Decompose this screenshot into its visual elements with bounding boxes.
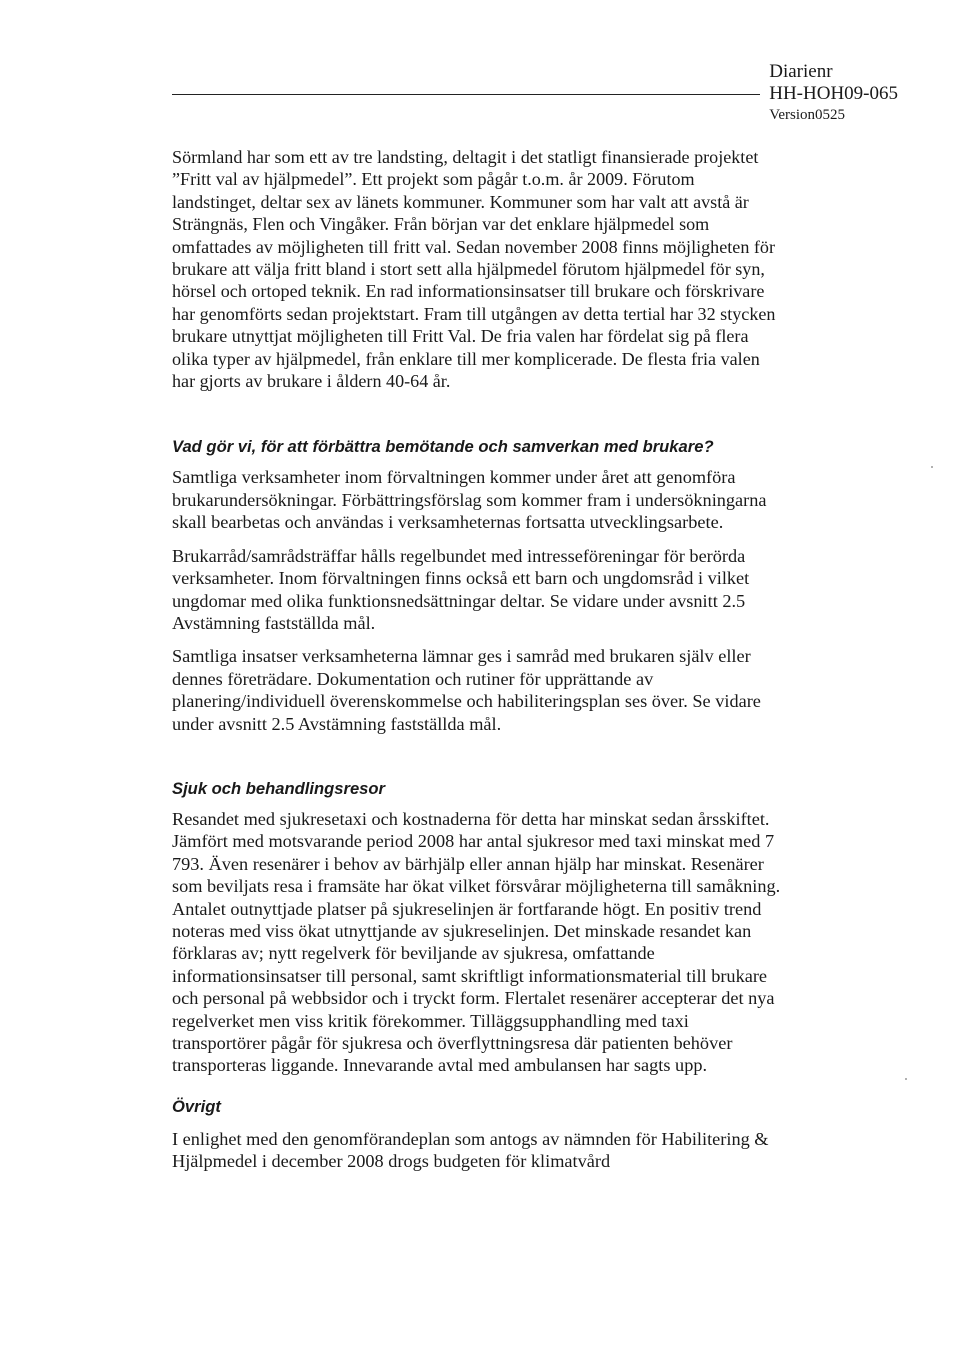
bemotande-paragraph: Samtliga verksamheter inom förvaltningen kommer under året att genomföra brukarundersökningar. Förbättringsförslag som kommer fram i undersökningarna skall bearbetas och användas i verksamheternas fortsatta utvecklingsarbete. <box>172 467 767 533</box>
section-heading-bemotande: Vad gör vi, för att förbättra bemötande och samverkan med brukare? <box>172 437 714 457</box>
bemotande-paragraph: Brukarråd/samrådsträffar hålls regelbundet med intresseföreningar för berörda verksamheter. Inom förvaltningen finns också ett barn och ungdomsråd i vilket ungdomar med olika funktionsnedsättningar deltar. Se vidare under avsnitt 2.5 Avstämning fastställda mål. <box>172 545 750 633</box>
ovrigt-paragraph: I enlighet med den genomförandeplan som antogs av nämnden för Habilitering & Hjälpmedel i december 2008 drogs budgeten för klimatvård <box>172 1128 769 1172</box>
sjukresor-paragraph: Resandet med sjukresetaxi och kostnaderna för detta har minskat sedan årsskiftet. Jämfört med motsvarande period 2008 har antal sjukresor med taxi minskat med 7 793. Även resenärer i behov av bärhjälp eller annan hjälp har minskat. Resenärer som beviljats resa i framsäte har ökat vilket försvårar möjligheterna till samåkning. Antalet outnyttjade platser på sjukreselinjen är fortfarande högt. En positiv trend noteras med viss ökat utnyttjande av sjukreselinjen. Det minskade resandet kan förklaras av; nytt regelverk för beviljande av sjukresa, omfattande informationsinsatser till personal, samt skriftligt informationsmaterial till brukare och personal på webbsidor och i tryckt form. Flertalet resenärer accepterar det nya regelverket men viss kritik förekommer. Tilläggsupphandling med taxi transportörer pågår för sjukresa och överflyttningsresa där patienten behöver transporteras liggande. Innevarande avtal med ambulansen har sagts upp. <box>172 808 781 1076</box>
section-heading-ovrigt: Övrigt <box>172 1096 221 1116</box>
version-label: Version0525 <box>769 107 846 123</box>
header-divider <box>172 94 760 95</box>
intro-paragraph: Sörmland har som ett av tre landsting, deltagit i det statligt finansierade projektet ”Fritt val av hjälpmedel”. Ett projekt som pågår t.o.m. år 2009. Förutom landstinget, deltar sex av länets kommuner. Kommuner som har valt att avstå är Strängnäs, Flen och Vingåker. Från början var det enklare hjälpmedel som omfattades av möjligheten till fritt val. Sedan november 2008 finns möjligheten för brukare att välja fritt bland i stort sett alla hjälpmedel förutom hjälpmedel för syn, hörsel och ortoped teknik. En rad informationsinsatser till brukare och förskrivare har genomförts sedan projektstart. Fram till utgången av detta tertial har 32 stycken brukare utnyttjat möjligheten till Fritt Val. De fria valen har fördelat sig på flera olika typer av hjälpmedel, från enklare till mer komplicerade. De flesta fria valen har gjorts av brukare i åldern 40-64 år. <box>172 147 776 392</box>
scan-speck <box>931 466 933 468</box>
section-heading-sjukresor: Sjuk och behandlingsresor <box>172 778 385 798</box>
diarienr-label: Diarienr <box>769 61 833 82</box>
scan-speck <box>905 1078 907 1080</box>
bemotande-paragraph: Samtliga insatser verksamheterna lämnar ges i samråd med brukaren själv eller dennes företrädare. Dokumentation och rutiner för upprättande av planering/individuell överenskommelse och habiliteringsplan ses över. Se vidare under avsnitt 2.5 Avstämning fastställda mål. <box>172 646 761 734</box>
document-body <box>172 146 782 1173</box>
diarienr-value: HH-HOH09-065 <box>769 83 898 104</box>
document-header <box>769 61 898 125</box>
